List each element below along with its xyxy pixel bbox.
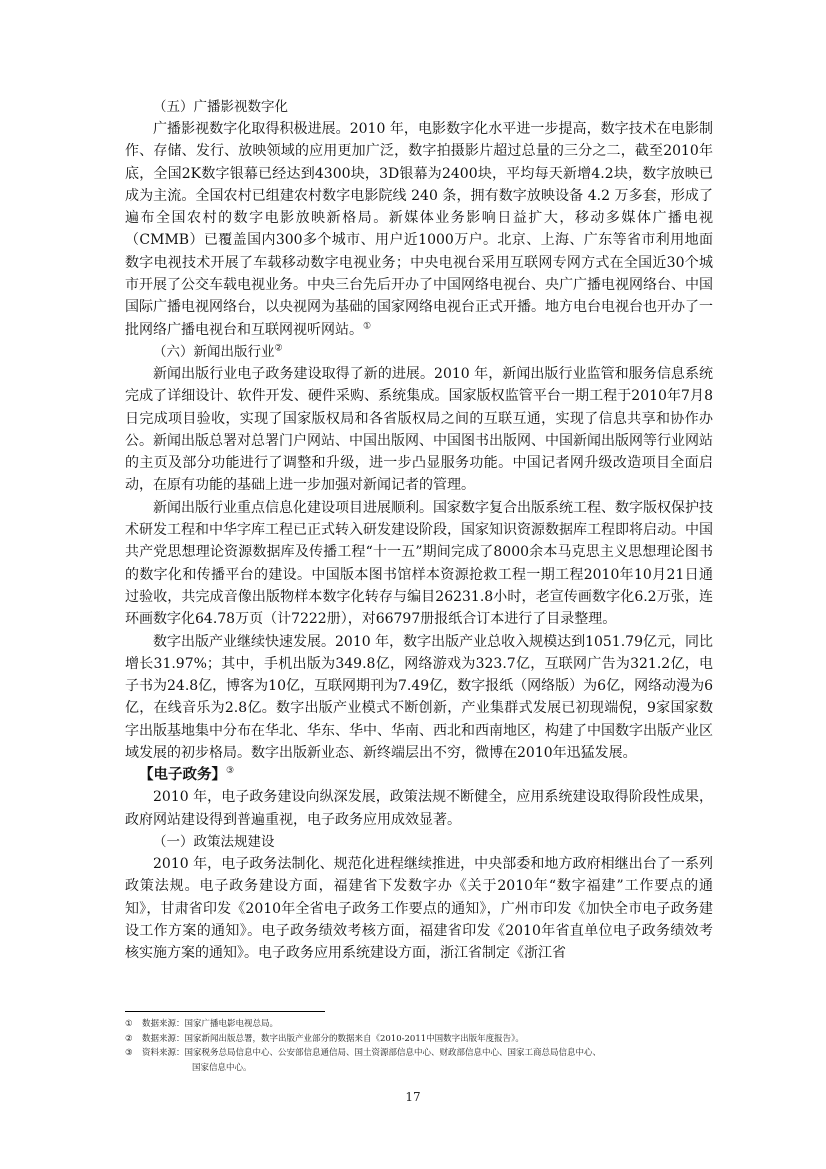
- paragraph: 新闻出版行业电子政务建设取得了新的进展。2010 年，新闻出版行业监管和服务信息系统完成了详细设计、软件开发、硬件采购、系统集成。国家版权监管平台一期工程于2010年7月8日完成项目验收，实现了国家版权局和各省版权局之间的互联互通，实现了信息共享和协作办公。新闻出版总署对总署门户网站、中国出版网、中国图书出版网、中国新闻出版网等行业网站的主页及部分功能进行了调整和升级，进一步凸显服务功能。中国记者网升级改造项目全面启动，在原有功能的基础上进一步加强对新闻记者的管理。: [125, 365, 713, 494]
- section-heading: （一）政策法规建设: [153, 833, 275, 850]
- section-heading: （六）新闻出版行业②: [153, 343, 283, 360]
- paragraph: 新闻出版行业重点信息化建设项目进展顺利。国家数字复合出版系统工程、数字版权保护技术研发工程和中华字库工程已正式转入研发建设阶段，国家知识资源数据库工程即将启动。中国共产党思想理论资源数据库及传播工程“十一五”期间完成了8000余本马克思主义思想理论图书的数字化和传播平台的建设。中国版本图书馆样本资源抢救工程一期工程2010年10月21日通过验收，共完成音像出版物样本数字化转存与编目26231.8小时，老宣传画数字化6.2万张，连环画数字化64.78万页（计7222册），对66797册报纸合订本进行了目录整理。: [125, 499, 713, 628]
- chapter-heading: 【电子政务】③: [139, 766, 235, 784]
- footnotes: [125, 1017, 713, 1075]
- footnote: ① 数据来源：国家广播电影电视总局。: [125, 1019, 279, 1029]
- paragraph: 数字出版产业继续快速发展。2010 年，数字出版产业总收入规模达到1051.79亿元，同比增长31.97%；其中，手机出版为349.8亿，网络游戏为323.7亿，互联网广告为321.2亿，电子书为24.8亿，博客为10亿，互联网期刊为7.49亿，数字报纸（网络版）为6亿，网络动漫为6亿，在线音乐为2.8亿。数字出版产业模式不断创新，产业集群式发展已初现端倪，9家国家数字出版基地集中分布在华北、华东、华中、华南、西北和西南地区，构建了中国数字出版产业区域发展的初步格局。数字出版新业态、新终端层出不穷，微博在2010年迅猛发展。: [125, 633, 713, 762]
- footnote-ref[interactable]: ①: [363, 321, 372, 332]
- document-body: [125, 96, 713, 964]
- section-heading: （五）广播影视数字化: [153, 99, 288, 115]
- footnote: ③ 资料来源：国家税务总局信息中心、公安部信息通信局、国土资源部信息中心、财政部信息中心、国家工商总局信息中心、: [125, 1048, 602, 1058]
- footnote-ref[interactable]: ③: [226, 766, 235, 777]
- paragraph: 广播影视数字化取得积极进展。2010 年，电影数字化水平进一步提高，数字技术在电影制作、存储、发行、放映领域的应用更加广泛，数字拍摄影片超过总量的三分之二，截至2010年底，全国2K数字银幕已经达到4300块，3D银幕为2400块，平均每天新增4.2块，数字放映已成为主流。全国农村已组建农村数字电影院线 240 条，拥有数字放映设备 4.2 万多套，形成了遍布全国农村的数字电影放映新格局。新媒体业务影响日益扩大，移动多媒体广播电视（CMMB）已覆盖国内300多个城市、用户近1000万户。北京、上海、广东等省市利用地面数字电视技术开展了车载移动数字电视业务；中央电视台采用互联网专网方式在全国近30个城市开展了公交车载电视业务。中央三台先后开办了中国网络电视台、央广广播电视网络台、中国国际广播电视网络台，以央视网为基础的国家网络电视台正式开播。地方电台电视台也开办了一批网络广播电视台和互联网视听网站。①: [125, 121, 713, 338]
- footnote-divider: [125, 1011, 325, 1012]
- footnote-ref[interactable]: ②: [274, 343, 283, 354]
- footnote-continuation: 国家信息中心。: [192, 1062, 252, 1073]
- paragraph: 2010 年，电子政务建设向纵深发展，政策法规不断健全，应用系统建设取得阶段性成果，政府网站建设得到普遍重视，电子政务应用成效显著。: [125, 789, 713, 828]
- page-number: 17: [405, 1090, 421, 1104]
- paragraph: 2010 年，电子政务法制化、规范化进程继续推进，中央部委和地方政府相继出台了一系列政策法规。电子政务建设方面，福建省下发数字办《关于2010年“数字福建”工作要点的通知》，甘肃省印发《2010年全省电子政务工作要点的通知》，广州市印发《加快全市电子政务建设工作方案的通知》。电子政务绩效考核方面，福建省印发《2010年省直单位电子政务绩效考核实施方案的通知》。电子政务应用系统建设方面，浙江省制定《浙江省: [125, 855, 713, 962]
- footnote: ② 数据来源：国家新闻出版总署，数字出版产业部分的数据来自《2010-2011中国数字出版年度报告》。: [125, 1033, 524, 1044]
